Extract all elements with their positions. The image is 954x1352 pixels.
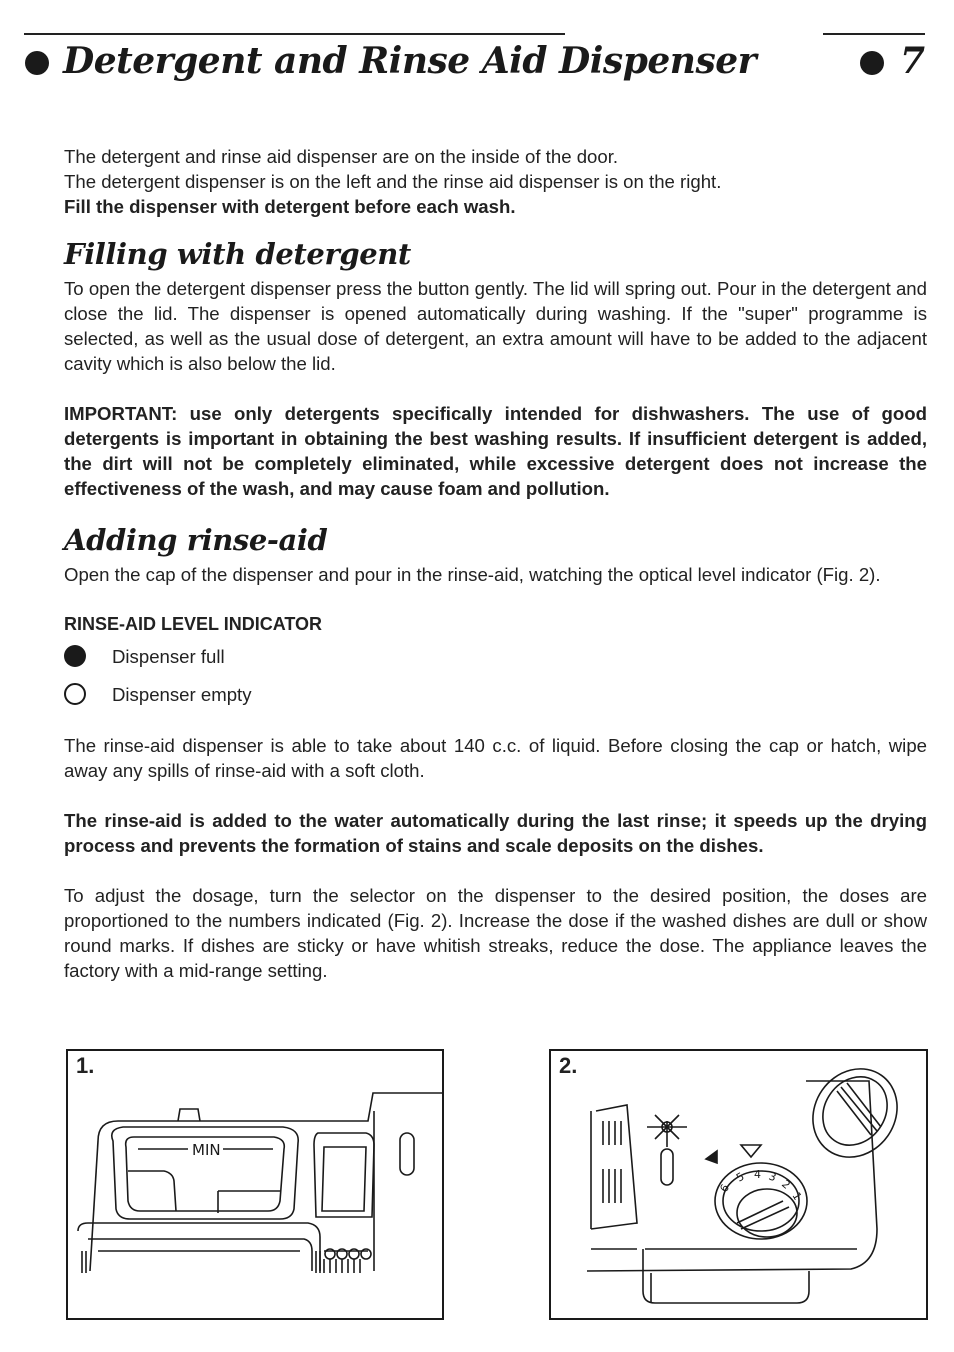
page-number: 7	[900, 40, 926, 82]
important-paragraph: IMPORTANT: use only detergents specifically intended for dishwashers. The use of good detergents is important in obtaining the best washing results. If insufficient detergent is added, the dirt will not be completely eliminated, while excessive detergent does not increase the effectiveness of the wash, and may cause foam and pollution.	[64, 403, 927, 499]
dial-number: 3	[766, 1169, 778, 1185]
rinse-paragraph: Open the cap of the dispenser and pour in the rinse-aid, watching the optical level indicator (Fig. 2).	[64, 564, 881, 585]
dial-number: 5	[734, 1169, 747, 1185]
figure-1	[66, 1049, 444, 1320]
legend-empty-label: Dispenser empty	[112, 683, 252, 705]
intro-line: The detergent dispenser is on the left and the rinse aid dispenser is on the right.	[64, 171, 722, 192]
rinse-aid-dispenser-illustration	[551, 1051, 926, 1318]
header-rule-left	[24, 33, 565, 35]
figure-2-label: 2.	[559, 1053, 578, 1078]
indicator-title: RINSE-AID LEVEL INDICATOR	[64, 614, 323, 634]
bullet-dot-icon	[25, 51, 49, 75]
bullet-dot-icon	[860, 51, 884, 75]
dial-number: 1	[789, 1190, 805, 1203]
figure-2	[549, 1049, 928, 1320]
page-title: Detergent and Rinse Aid Dispenser	[63, 40, 757, 82]
filling-paragraph: To open the detergent dispenser press the button gently. The lid will spring out. Pour in the detergent and close the lid. The dispenser is opened automatically during washing. If the "super" programme is selected, as well as the usual dose of detergent, an extra amount will have to be added to the adjacent cavity which is also below the lid.	[64, 278, 927, 374]
dosage-paragraph: To adjust the dosage, turn the selector on the dispenser to the desired position, the doses are proportioned to the numbers indicated (Fig. 2). Increase the dose if the washed dishes are dull or show round marks. If dishes are sticky or have whitish streaks, reduce the dose. The appliance leaves the factory with a mid-range setting.	[64, 885, 927, 981]
detergent-dispenser-illustration	[68, 1051, 442, 1318]
legend-full-label: Dispenser full	[112, 645, 225, 667]
legend-empty	[64, 675, 927, 713]
main-content	[64, 144, 927, 983]
header-rule-right	[823, 33, 925, 35]
intro-text	[64, 144, 927, 219]
rinse-bold-paragraph: The rinse-aid is added to the water automatically during the last rinse; it speeds up the drying process and prevents the formation of stains and scale deposits on the dishes.	[64, 810, 927, 856]
figure-1-label: 1.	[76, 1053, 95, 1078]
dial-number: 2	[779, 1177, 793, 1192]
min-label: MIN	[192, 1141, 221, 1159]
section-heading-filling: Filling with detergent	[64, 237, 411, 271]
intro-bold-line: Fill the dispenser with detergent before each wash.	[64, 196, 516, 217]
empty-circle-icon	[64, 683, 86, 705]
intro-line: The detergent and rinse aid dispenser are on the inside of the door.	[64, 146, 619, 167]
section-heading-rinse: Adding rinse-aid	[64, 523, 328, 557]
capacity-paragraph: The rinse-aid dispenser is able to take about 140 c.c. of liquid. Before closing the cap or hatch, wipe away any spills of rinse-aid with a soft cloth.	[64, 735, 927, 781]
legend-full	[64, 637, 927, 675]
filled-circle-icon	[64, 645, 86, 667]
dial-number: 4	[754, 1168, 761, 1181]
dial-number: 6	[717, 1181, 733, 1195]
